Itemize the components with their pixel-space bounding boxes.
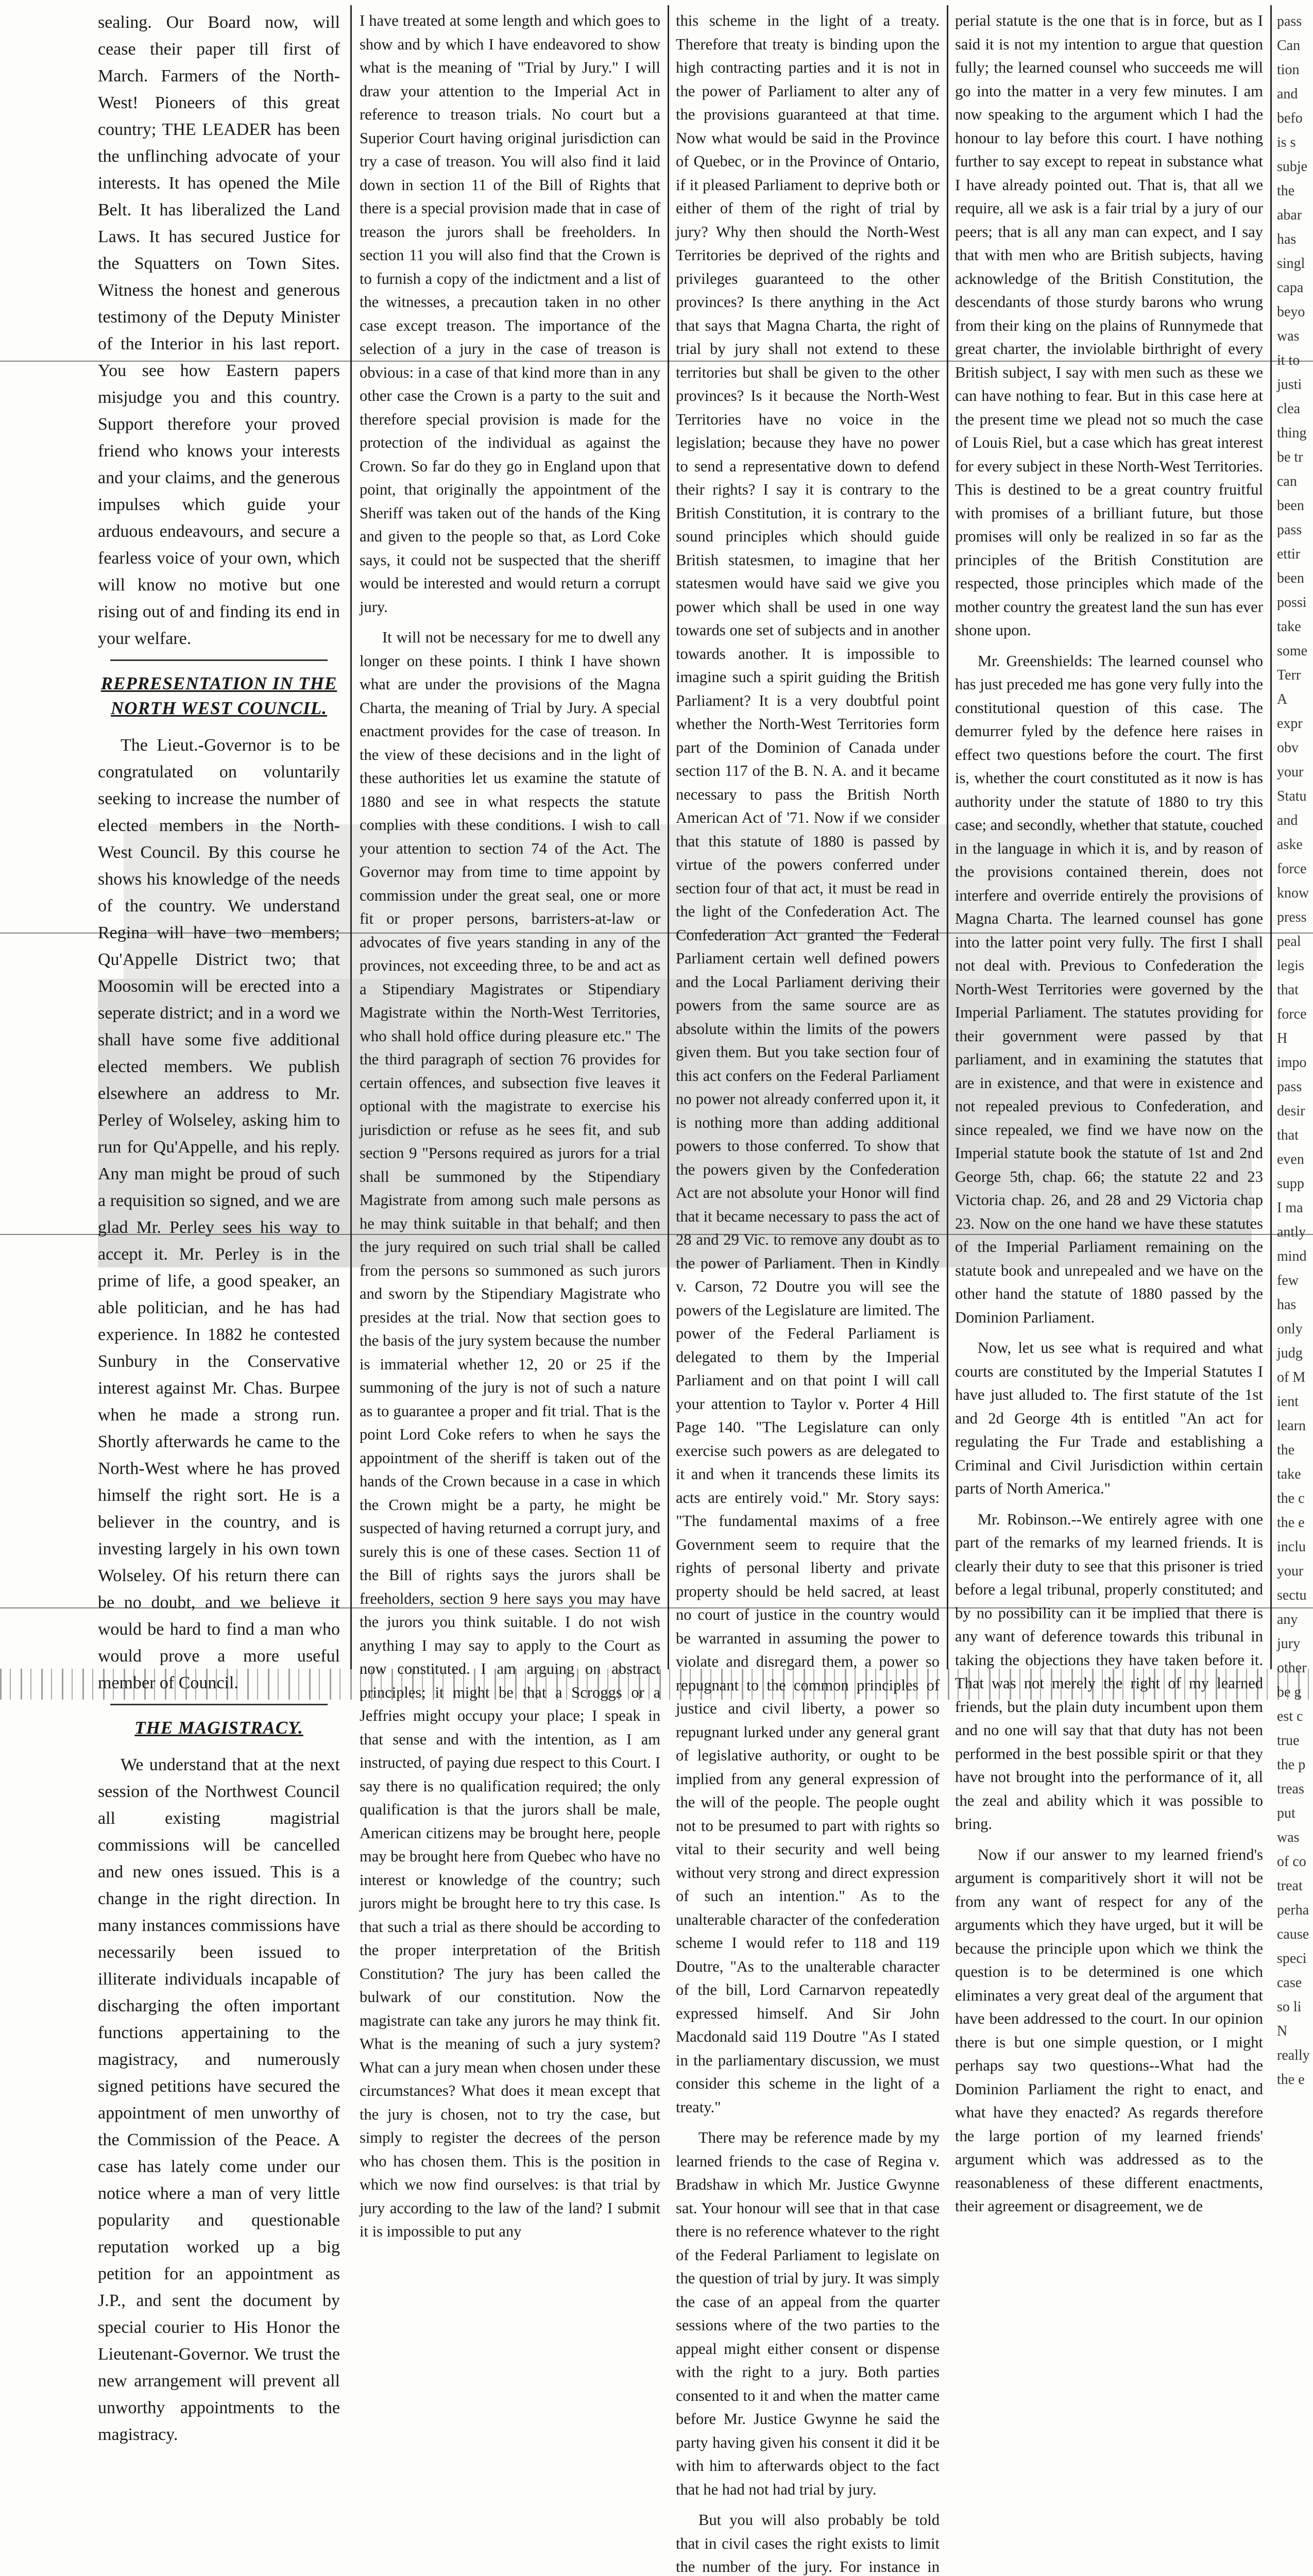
- edge-fragment: pass: [1277, 522, 1302, 538]
- edge-fragment: legis: [1277, 958, 1304, 974]
- edge-fragment: and: [1277, 812, 1298, 828]
- edge-fragment: been: [1277, 498, 1304, 514]
- edge-fragment: be tr: [1277, 449, 1303, 465]
- edge-fragment: befo: [1277, 110, 1303, 126]
- edge-fragment: singl: [1277, 256, 1305, 272]
- article-paragraph: this scheme in the light of a treaty. Therefore that treaty is binding upon the high contracting parties and it is not in the power of Parliament to alter any of the provisions guaranteed at that time. Now what would be said in the Province of Quebec, or in the Province of Ontario, if it pleased Parliament to deprive both or either of them of the right of trial by jury? Why then should the North-West Territories be deprived of the rights and privileges guaranteed to the other provinces? Is there anything in the Act that says that Magna Charta, the right of trial by jury shall not extend to these territories but shall be given to the other provinces? Is it because the North-West Territories have no voice in the legislation; because they have no power to send a representative down to defend their rights? I say it is contrary to the British Constitution, it is contrary to the sound principles which should guide British statesmen, to imagine that her statesmen would have said we give you power which shall be used in one way towards one set of subjects and in another towards another. It is impossible to imagine such a spirit guiding the British Parliament? It is a very doubtful point whether the North-West Territories form part of the Dominion of Canada under section 117 of the B. N. A. and it became necessary to pass the British North American Act of '71. Now if we consider that this statute of 1880 is passed by virtue of the powers conferred under section four of that act, it must be read in the light of the Confederation Act. The Confederation Act granted the Federal Parliament certain well defined powers and the Local Parliament deriving their powers from the same source are as absolute within the limits of the powers given them. But you take section four of this act confers on the Federal Parliament no power not already conferred upon it, it is nothing more than adding additional powers to those conferred. To show that the powers given by the Confederation Act are not absolute your Honor will find that it became necessary to pass the act of 28 and 29 Vic. to remove any doubt as to the power of Parliament. Then in Kindly v. Carson, 72 Doutre you will see the powers of the Legislature are limited. The power of the Federal Parliament is delegated to them by the Imperial Parliament and on that point I will call your attention to Taylor v. Porter 4 Hill Page 140. "The Legislature can only exercise such powers as are delegated to it and when it trancends these limits its acts are entirely void." Mr. Story says: "The fundamental maxims of a free Government seem to require that the rights of personal liberty and private property should be held sacred, at least no court of justice in the country would be warranted in assuming the power to violate and disregard them, a power so repugnant to the common principles of justice and civil liberty, a power so repugnant lurked under any general grant of legislative authority, or ought to be implied from any general expression of the will of the people. The people ought not to be presumed to part with rights so vital to their security and well being without very strong and direct expression of such an intention." As to the unalterable character of the confederation scheme I would refer to 118 and 119 Doutre, "As to the unalterable character of the bill, Lord Carnarvon repeatedly expressed himself. And Sir John Macdonald said 119 Doutre "As I stated in the parliamentary discussion, we must consider this scheme in the light of a treaty.": [676, 12, 940, 2116]
- edge-fragment: can: [1277, 473, 1297, 489]
- article-paragraph: sealing. Our Board now, will cease their paper till first of March. Farmers of the North-West! Pioneers of this great country; THE LEADER has been the unflinching advocate of your interests. It has opened the Mile Belt. It has liberalized the Land Laws. It has secured Justice for the Squatters on Town Sites. Witness the honest and generous testimony of the Deputy Minister of the Interior in his last report. You see how Eastern papers misjudge you and this country. Support therefore your proved friend who knows your interests and your claims, and the generous impulses which guide your arduous endeavours, and secure a fearless voice of your own, which will know no motive but one rising out of and finding its end in your welfare.: [98, 13, 340, 648]
- edge-fragment: supp: [1277, 1176, 1304, 1192]
- edge-fragment: est c: [1277, 1708, 1303, 1724]
- article-paragraph: Now, let us see what is required and what courts are constituted by the Imperial Statutes I have just alluded to. The first statute of the 1st and 2d George 4th is entitled "An act for regulating the Fur Trade and establishing a Criminal and Civil Jurisdiction within certain parts of North America.": [955, 1339, 1263, 1497]
- article-paragraph: I have treated at some length and which goes to show and by which I have endeavored to show what is the meaning of "Trial by Jury." I will draw your attention to the Imperial Act in reference to treason trials. No court but a Superior Court having original jurisdiction can try a case of treason. You will also find it laid down in section 11 of the Bill of Rights that there is a special provision made that in case of treason the jurors shall be freeholders. In section 11 you will also find that the Crown is to furnish a copy of the indictment and a list of the witnesses, a precaution taken in no other case except treason. The importance of the selection of a jury in the case of treason is obvious: in a case of that kind more than in any other case the Crown is a party to the suit and therefore special provision is made for the protection of the individual as against the Crown. So far do they go in England upon that point, that originally the appointment of the Sheriff was taken out of the hands of the King and given to the people so that, as Lord Coke says, it could not be suspected that the sheriff would be interested and would return a corrupt jury.: [360, 12, 660, 616]
- edge-fragment: ient: [1277, 1394, 1299, 1410]
- edge-fragment: antly: [1277, 1224, 1306, 1240]
- edge-fragment: mind: [1277, 1248, 1307, 1264]
- edge-fragment: ettir: [1277, 546, 1301, 562]
- edge-fragment: that: [1277, 982, 1299, 998]
- edge-fragment: it to: [1277, 352, 1300, 368]
- edge-fragment: possi: [1277, 595, 1307, 611]
- edge-fragment: clea: [1277, 401, 1301, 417]
- edge-fragment: perha: [1277, 1902, 1309, 1918]
- article-paragraph: Mr. Greenshields: The learned counsel who has just preceded me has gone very fully into the constitutional question of this case. The demurrer fyled by the defence here raises in effect two questions before the court. The first is, whether the court constituted as it now is has authority under the statute of 1880 to try this case; and secondly, whether that statute, couched in the language in which it is, and by reason of the provisions contained therein, does not interfere and override entirely the provisions of Magna Charta. The learned counsel has gone into the latter point very fully. The first I shall not deal with. Previous to Confederation the North-West Territories were governed by the Imperial Parliament. The statutes providing for their government were passed by that parliament, and in examining the statutes that are in existence, and that were in existence and not repealed previous to Confederation, and since repealed, we find we have now on the Imperial statute book the statute of 1st and 2nd George 5th, chap. 66; the statute 22 and 23 Victoria chap. 26, and 28 and 29 Victoria chap 23. Now on the one hand we have these statutes of the Imperial Parliament remaining on the statute book and unrepealed and we have on the other hand the statute of 1880 passed by the Dominion Parliament.: [955, 652, 1263, 1326]
- edge-fragment: the c: [1277, 1490, 1305, 1506]
- edge-fragment: of co: [1277, 1854, 1306, 1870]
- scan-bottom-noise: [0, 1669, 1313, 1700]
- edge-fragment: really: [1277, 2047, 1310, 2063]
- edge-fragment: know: [1277, 885, 1309, 901]
- edge-fragment: true: [1277, 1733, 1300, 1749]
- edge-fragment: your: [1277, 1563, 1304, 1579]
- edge-fragment: any: [1277, 1612, 1298, 1628]
- edge-fragment: so li: [1277, 1999, 1302, 2015]
- edge-fragment: only: [1277, 1321, 1303, 1337]
- article-paragraph: It will not be necessary for me to dwell any longer on these points. I think I have shown what are under the provisions of the Magna Charta, the meaning of Trial by Jury. A special enactment provides for the case of treason. In the view of these decisions and in the light of these authorities let us examine the statute of 1880 and see in what respects the statute complies with these conditions. I wish to call your attention to section 74 of the Act. The Governor may from time to time appoint by commission under the great seal, one or more fit or proper persons, barristers-at-law or advocates of five years standing in any of the provinces, not exceeding three, to be and act as a Stipendiary Magistrates or Stipendiary Magistrate within the North-West Territories, who shall hold office during pleasure etc." The the third paragraph of section 76 provides for certain offences, and subsection five leaves it optional with the magistrate to exercise his jurisdiction or refuse as he sees fit, and sub section 9 "Persons required as jurors for a trial shall be summoned by the Stipendiary Magistrate from among such male persons as he may think suitable in that behalf; and then the jury required on such trial shall be called from the persons so summoned as such jurors and sworn by the Stipendiary Magistrate who presides at the trial. Now that section goes to the basis of the jury system because the number is immaterial whether 12, 20 or 25 if the summoning of the jury is not of such a nature as to guarantee a proper and fit trial. That is the point Lord Coke refers to when he says the appointment of the sheriff is taken out of the hands of the Crown because in a case in which the Crown might be a party, he might be suspected of having returned a corrupt jury, and surely this is one of these cases. Section 11 of the Bill of rights says the jurors shall be freeholders, section 9 here says you may have the jurors you think suitable. I do not wish anything I may say to apply to the Court as now constituted. I am arguing on abstract principles; it might be that a Scroggs or a Jeffries might occupy your place; I speak in that sense and with the intention, as I am instructed, of paying due respect to this Court. I say there is no qualification required; the only qualification is that the jurors shall be male, American citizens may be brought here, people may be brought here from Quebec who have no interest or knowledge of the country; such jurors might be brought here to try this case. Is that such a trial as there should be according to the proper interpretation of the British Constitution? The jury has been called the bulwark of our constitution. Now the magistrate can take any jurors he may think fit. What is the meaning of such a jury system? What can a jury mean when chosen under these circumstances? What does it mean except that the jury is chosen, not to try the case, but simply to register the decrees of the person who has chosen them. This is the position in which we now find ourselves: is that trial by jury according to the law of the land? I submit it is impossible to put any: [360, 629, 660, 2240]
- edge-fragment: treat: [1277, 1878, 1303, 1894]
- edge-fragment: justi: [1277, 377, 1302, 393]
- edge-fragment: that: [1277, 1127, 1299, 1143]
- edge-fragment: H: [1277, 1030, 1288, 1046]
- edge-fragment: tion: [1277, 62, 1300, 78]
- edge-fragment: the e: [1277, 2072, 1305, 2088]
- edge-fragment: press: [1277, 909, 1307, 925]
- edge-fragment: expr: [1277, 716, 1303, 732]
- edge-fragment: learn: [1277, 1418, 1306, 1434]
- edge-fragment: capa: [1277, 280, 1304, 296]
- edge-fragment: pass: [1277, 13, 1302, 29]
- edge-fragment: be g: [1277, 1684, 1302, 1700]
- edge-fragment: obv: [1277, 740, 1299, 756]
- edge-fragment: the e: [1277, 1515, 1305, 1531]
- article-paragraph: Now if our answer to my learned friend's argument is comparitively short it will not be from any want of respect for any of the arguments which they have urged, but it will be because the principle upon which we think the question is to be determined is one which eliminates a very great deal of the argument that have been addressed to the court. In our opinion there is but one simple question, or I might perhaps say two questions--What had the Dominion Parliament the right to enact, and what have they enacted? As regards therefore the large portion of my learned friends' argument which was addressed as to the reasonableness of these different enactments, their agreement or disagreement, we de: [955, 1845, 1263, 2215]
- edge-fragment: judg: [1277, 1345, 1303, 1361]
- article-heading: THE MAGISTRACY.: [134, 1718, 303, 1738]
- edge-fragment: Can: [1277, 38, 1301, 54]
- column-3: [676, 9, 940, 2575]
- edge-fragment: pass: [1277, 1079, 1302, 1095]
- column-1: [98, 9, 340, 2444]
- edge-fragment: other: [1277, 1660, 1307, 1676]
- edge-fragment: the p: [1277, 1757, 1306, 1773]
- edge-fragment: Statu: [1277, 788, 1307, 804]
- edge-fragment: cause: [1277, 1926, 1309, 1942]
- edge-fragment: A: [1277, 691, 1288, 707]
- article-heading: REPRESENTATION IN THE NORTH WEST COUNCIL.: [100, 673, 337, 718]
- edge-fragment: force: [1277, 861, 1307, 877]
- edge-fragment: sectu: [1277, 1587, 1307, 1603]
- edge-fragment: your: [1277, 764, 1304, 780]
- edge-fragment: beyo: [1277, 304, 1305, 320]
- edge-fragment: desir: [1277, 1103, 1305, 1119]
- edge-fragment: few: [1277, 1273, 1299, 1289]
- edge-fragment: is s: [1277, 134, 1296, 150]
- edge-fragment: I ma: [1277, 1200, 1303, 1216]
- divider: [110, 659, 328, 661]
- cropped-edge-column: [1277, 9, 1313, 2088]
- edge-fragment: take: [1277, 619, 1301, 635]
- edge-fragment: the: [1277, 183, 1295, 199]
- edge-fragment: N: [1277, 2023, 1288, 2039]
- article-paragraph: But you will also probably be told that in civil cases the right exists to limit the number of the jury. For instance in: [676, 2511, 940, 2575]
- edge-fragment: has: [1277, 1297, 1297, 1313]
- edge-fragment: some: [1277, 643, 1308, 659]
- edge-fragment: was: [1277, 1829, 1300, 1845]
- edge-fragment: subje: [1277, 159, 1308, 175]
- edge-fragment: Terr: [1277, 667, 1301, 683]
- divider: [110, 1704, 328, 1705]
- edge-fragment: was: [1277, 328, 1300, 344]
- edge-fragment: case: [1277, 1975, 1302, 1991]
- column-rule: [1270, 5, 1272, 1669]
- edge-fragment: put: [1277, 1805, 1295, 1821]
- article-paragraph: The Lieut.-Governor is to be congratulated on voluntarily seeking to increase the number of elected members in the North-West Council. By this course he shows his knowledge of the needs of the country. We understand Regina will have two members; Qu'Appelle District two; that Moosomin will be erected into a seperate district; and in a word we shall have some five additional elected members. We publish elsewhere an address to Mr. Perley of Wolseley, asking him to run for Qu'Appelle, and his reply. Any man might be proud of such a requisition so signed, and we are glad Mr. Perley sees his way to accept it. Mr. Perley is in the prime of life, a good speaker, an able politician, and he has had experience. In 1882 he contested Sunbury in the Conservative interest against Mr. Chas. Burpee when he made a strong run. Shortly afterwards he came to the North-West where he has proved himself the right sort. He is a believer in the country, and is investing largely in his own town Wolseley. Of his return there can be no doubt, and we believe it would be hard to find a man who would prove a more useful member of Council.: [98, 736, 340, 1692]
- edge-fragment: treas: [1277, 1781, 1304, 1797]
- edge-fragment: jury: [1277, 1636, 1301, 1652]
- column-2: [360, 9, 660, 2240]
- edge-fragment: abar: [1277, 207, 1302, 223]
- edge-fragment: been: [1277, 570, 1304, 586]
- edge-fragment: inclu: [1277, 1539, 1306, 1555]
- edge-fragment: impo: [1277, 1055, 1307, 1071]
- article-paragraph: There may be reference made by my learned friends to the case of Regina v. Bradshaw in which Mr. Justice Gwynne sat. Your honour will see that in that case there is no reference whatever to the right of the Federal Parliament to legislate on the question of trial by jury. It was simply the case of an appeal from the quarter sessions where of the two parties to the appeal might either consent or dispense with the right to a jury. Both parties consented to it and when the matter came before Mr. Justice Gwynne he said the party having given his consent it did it be with him to afterwards object to the fact that he had not had trial by jury.: [676, 2129, 940, 2498]
- edge-fragment: even: [1277, 1151, 1304, 1167]
- article-paragraph: We understand that at the next session of the Northwest Council all existing magistrial commissions will be cancelled and new ones issued. This is a change in the right direction. In many instances commissions have necessarily been issued to illiterate individuals incapable of discharging the often important functions appertaining to the magistracy, and numerously signed petitions have secured the appointment of men unworthy of the Commission of the Peace. A case has lately come under our notice where a man of very little popularity and questionable reputation worked up a big petition for an appointment as J.P., and sent the document by special courier to His Honor the Lieutenant-Governor. We trust the new arrangement will prevent all unworthy appointments to the magistracy.: [98, 1755, 340, 2444]
- edge-fragment: of M: [1277, 1369, 1306, 1385]
- edge-fragment: peal: [1277, 934, 1301, 950]
- edge-fragment: and: [1277, 86, 1298, 102]
- article-paragraph: perial statute is the one that is in force, but as I said it is not my intention to argue that question fully; the learned counsel who succeeds me will go into the matter in a very few minutes. I am now speaking to the argument which I had the honour to lay before this court. I have nothing further to say except to repeat in substance what I have already pointed out. That is, that all we require, all we ask is a fair trial by a jury of our peers; that is all any man can expect, and I say that with men who are British subjects, having acknowledge of the British Constitution, the descendants of those sturdy barons who wrung from their king on the plains of Runnymede that great charter, the inviolable birthright of every British subject, I say with men such as these we can have nothing to fear. But in this case here at the present time we plead not so much the case of Louis Riel, but a case which has great interest for every subject in these North-West Territories. This is destined to be a great country fruitful with promises of a brilliant future, but those promises will only be realized in so far as the principles of the British Constitution are respected, those principles which made of the mother country the greatest land the sun has ever shone upon.: [955, 12, 1263, 639]
- edge-fragment: thing: [1277, 425, 1307, 441]
- edge-fragment: force: [1277, 1006, 1307, 1022]
- edge-fragment: the: [1277, 1442, 1295, 1458]
- edge-fragment: speci: [1277, 1951, 1307, 1967]
- column-4: [955, 9, 1263, 2215]
- edge-fragment: aske: [1277, 837, 1303, 853]
- edge-fragment: take: [1277, 1466, 1301, 1482]
- article-paragraph: Mr. Robinson.--We entirely agree with one part of the remarks of my learned friends. It is clearly their duty to see that this prisoner is tried before a legal tribunal, properly constituted; and by no possibility can it be implied that there is any want of deference towards this tribunal in taking the objections they have taken before it. That was not merely the right of my learned friends, but the plain duty incumbent upon them and no one will say that that duty has not been performed in the best possible spirit or that they have not brought into the performance of it, all the zeal and ability which it was possible to bring.: [955, 1510, 1263, 1833]
- edge-fragment: has: [1277, 231, 1297, 247]
